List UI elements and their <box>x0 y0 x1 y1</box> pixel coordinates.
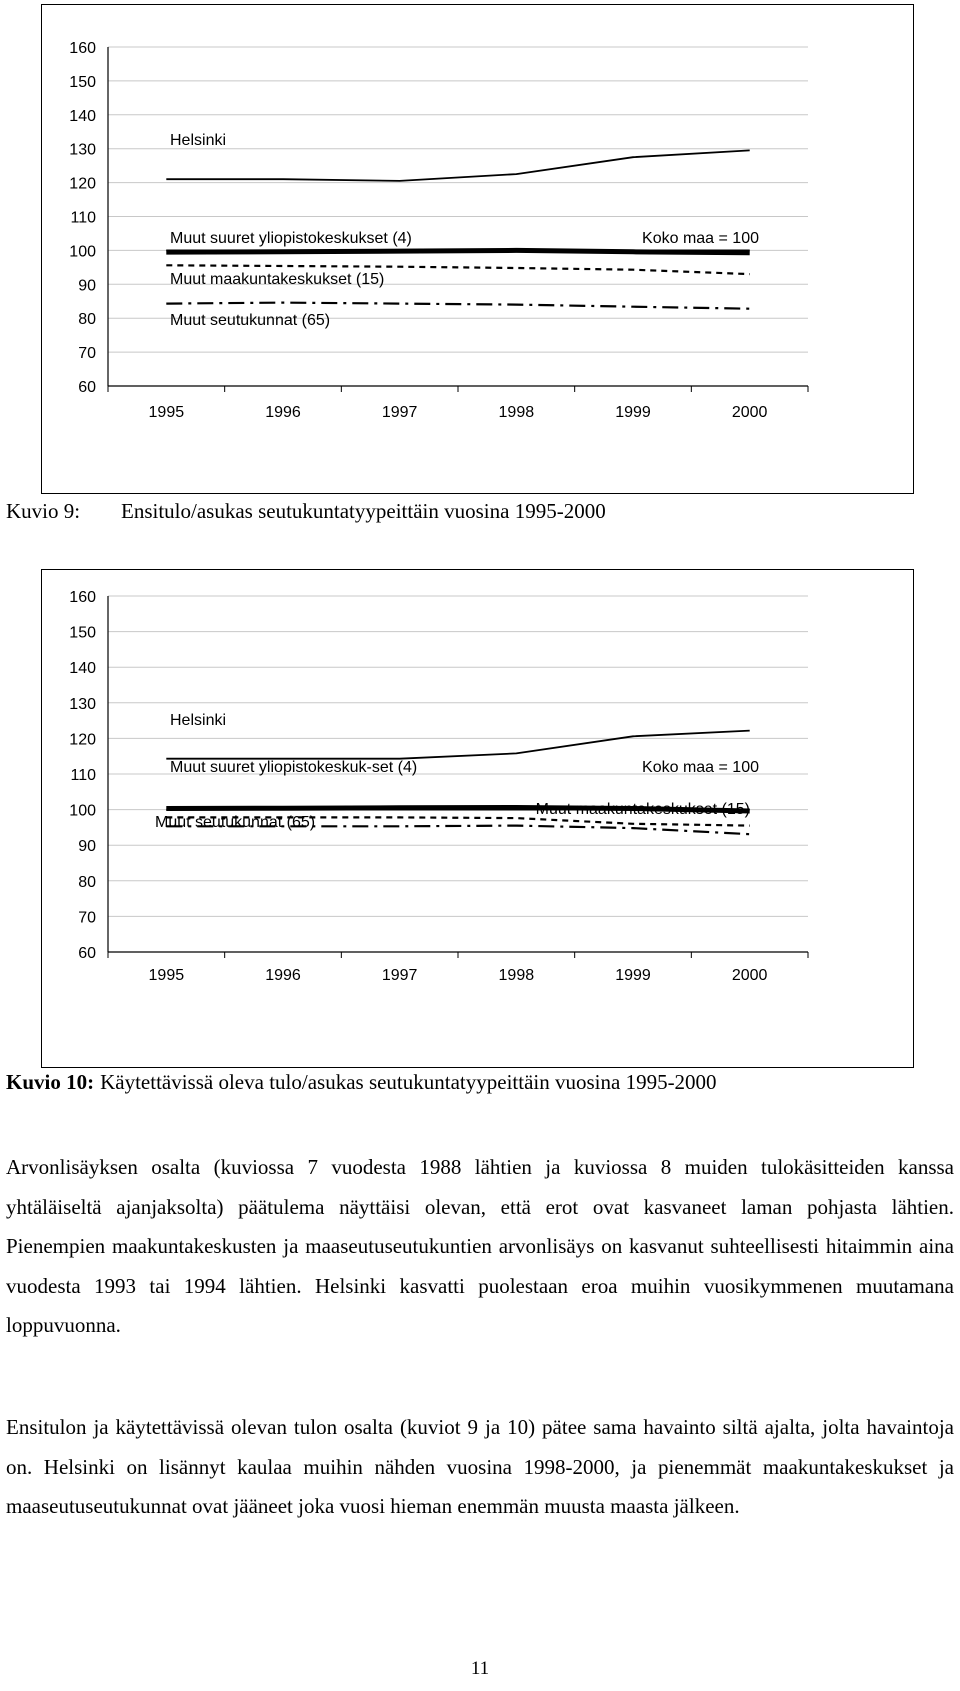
x-tick-label-1998: 1998 <box>498 967 535 984</box>
figure-10-chart <box>41 569 914 1068</box>
y-tick-label-130: 130 <box>69 695 96 713</box>
y-tick-label-120: 120 <box>69 731 96 749</box>
y-tick-label-70: 70 <box>78 345 96 363</box>
figure-9-svg <box>42 5 915 495</box>
figure-9-title: Ensitulo/asukas seutukuntatyypeittäin vuosina 1995-2000 <box>121 499 606 523</box>
x-tick-label-1997: 1997 <box>381 967 418 984</box>
x-tick-label-1997: 1997 <box>381 404 418 421</box>
paragraph-arvonlisays: Arvonlisäyksen osalta (kuviossa 7 vuodesta 1988 lähtien ja kuviossa 8 muiden tulokäsitteiden kanssa yhtäläiseltä ajanjaksolta) päätulema näyttäisi olevan, että erot ovat kasvaneet laman pohjasta lähtien. Pienempien maakuntakeskusten ja maaseutuseutukuntien arvonlisäys on kasvanut suhteellisesti hitaimmin aina vuodesta 1993 tai 1994 lähtien. Helsinki kasvatti puolestaan eroa muihin vuosikymmenen muutamana loppuvuonna. <box>6 1155 954 1337</box>
x-tick-label-2000: 2000 <box>731 404 768 421</box>
y-tick-label-150: 150 <box>69 624 96 642</box>
paragraph-ensitulo: Ensitulon ja käytettävissä olevan tulon osalta (kuviot 9 ja 10) pätee sama havainto siltä ajalta, jolta havaintoja on. Helsinki on lisännyt kaulaa muihin nähden vuosina 1998-2000, ja pienemmät maakuntakeskukset ja maaseutuseutukunnat ovat jääneet joka vuosi hieman enemmän muusta maasta jälkeen. <box>6 1415 954 1518</box>
series-line-helsinki <box>166 731 749 759</box>
y-tick-label-60: 60 <box>78 379 96 396</box>
x-tick-label-2000: 2000 <box>731 967 768 984</box>
series-label-koko_maa: Koko maa = 100 <box>642 759 759 776</box>
series-label-koko_maa: Koko maa = 100 <box>642 230 759 247</box>
y-tick-label-140: 140 <box>69 107 96 125</box>
y-tick-label-70: 70 <box>78 909 96 927</box>
y-tick-label-150: 150 <box>69 73 96 91</box>
x-tick-label-1995: 1995 <box>148 404 185 421</box>
figure-9-chart <box>41 4 914 494</box>
series-label-suuret: Muut suuret yliopistokeskukset (4) <box>170 230 412 247</box>
y-tick-label-100: 100 <box>69 802 96 820</box>
series-label-maakunta: Muut maakuntakeskukset (15) <box>170 271 385 288</box>
figure-10-svg <box>42 570 915 1069</box>
series-label-suuret: Muut suuret yliopistokeskuk-set (4) <box>170 759 418 776</box>
x-tick-label-1999: 1999 <box>615 967 651 984</box>
figure-10-number: Kuvio 10: <box>6 1070 95 1094</box>
series-label-helsinki: Helsinki <box>170 132 227 149</box>
series-label-seutukunnat: Muut seutukunnat (65) <box>170 312 331 329</box>
figure-10-caption <box>6 1070 954 1095</box>
y-tick-label-110: 110 <box>70 767 96 784</box>
y-tick-label-160: 160 <box>69 589 96 606</box>
series-label-maakunta: Muut maakuntakeskukset (15) <box>535 801 750 818</box>
x-tick-label-1996: 1996 <box>265 967 301 984</box>
y-tick-label-90: 90 <box>78 277 96 295</box>
figure-9-caption <box>6 499 954 524</box>
y-tick-label-130: 130 <box>69 141 96 159</box>
series-line-helsinki <box>166 150 749 181</box>
series-line-seutukunnat <box>166 303 749 309</box>
y-tick-label-120: 120 <box>69 175 96 193</box>
y-tick-label-80: 80 <box>78 873 96 891</box>
series-label-seutukunnat: Muut seutukunnat (65) <box>155 814 316 831</box>
page-number: 11 <box>470 1658 490 1679</box>
figure-9-number: Kuvio 9: <box>6 499 81 523</box>
figure-10-title: Käytettävissä oleva tulo/asukas seutukuntatyypeittäin vuosina 1995-2000 <box>100 1070 717 1094</box>
y-tick-label-110: 110 <box>70 209 96 227</box>
x-tick-label-1995: 1995 <box>148 967 185 984</box>
y-tick-label-140: 140 <box>69 660 96 678</box>
x-tick-label-1999: 1999 <box>615 404 651 421</box>
y-tick-label-60: 60 <box>78 945 96 962</box>
y-tick-label-80: 80 <box>78 311 96 329</box>
y-tick-label-100: 100 <box>69 243 96 261</box>
y-tick-label-160: 160 <box>69 40 96 57</box>
x-tick-label-1998: 1998 <box>498 404 535 421</box>
series-label-helsinki: Helsinki <box>170 712 227 729</box>
x-tick-label-1996: 1996 <box>265 404 301 421</box>
y-tick-label-90: 90 <box>78 838 96 856</box>
